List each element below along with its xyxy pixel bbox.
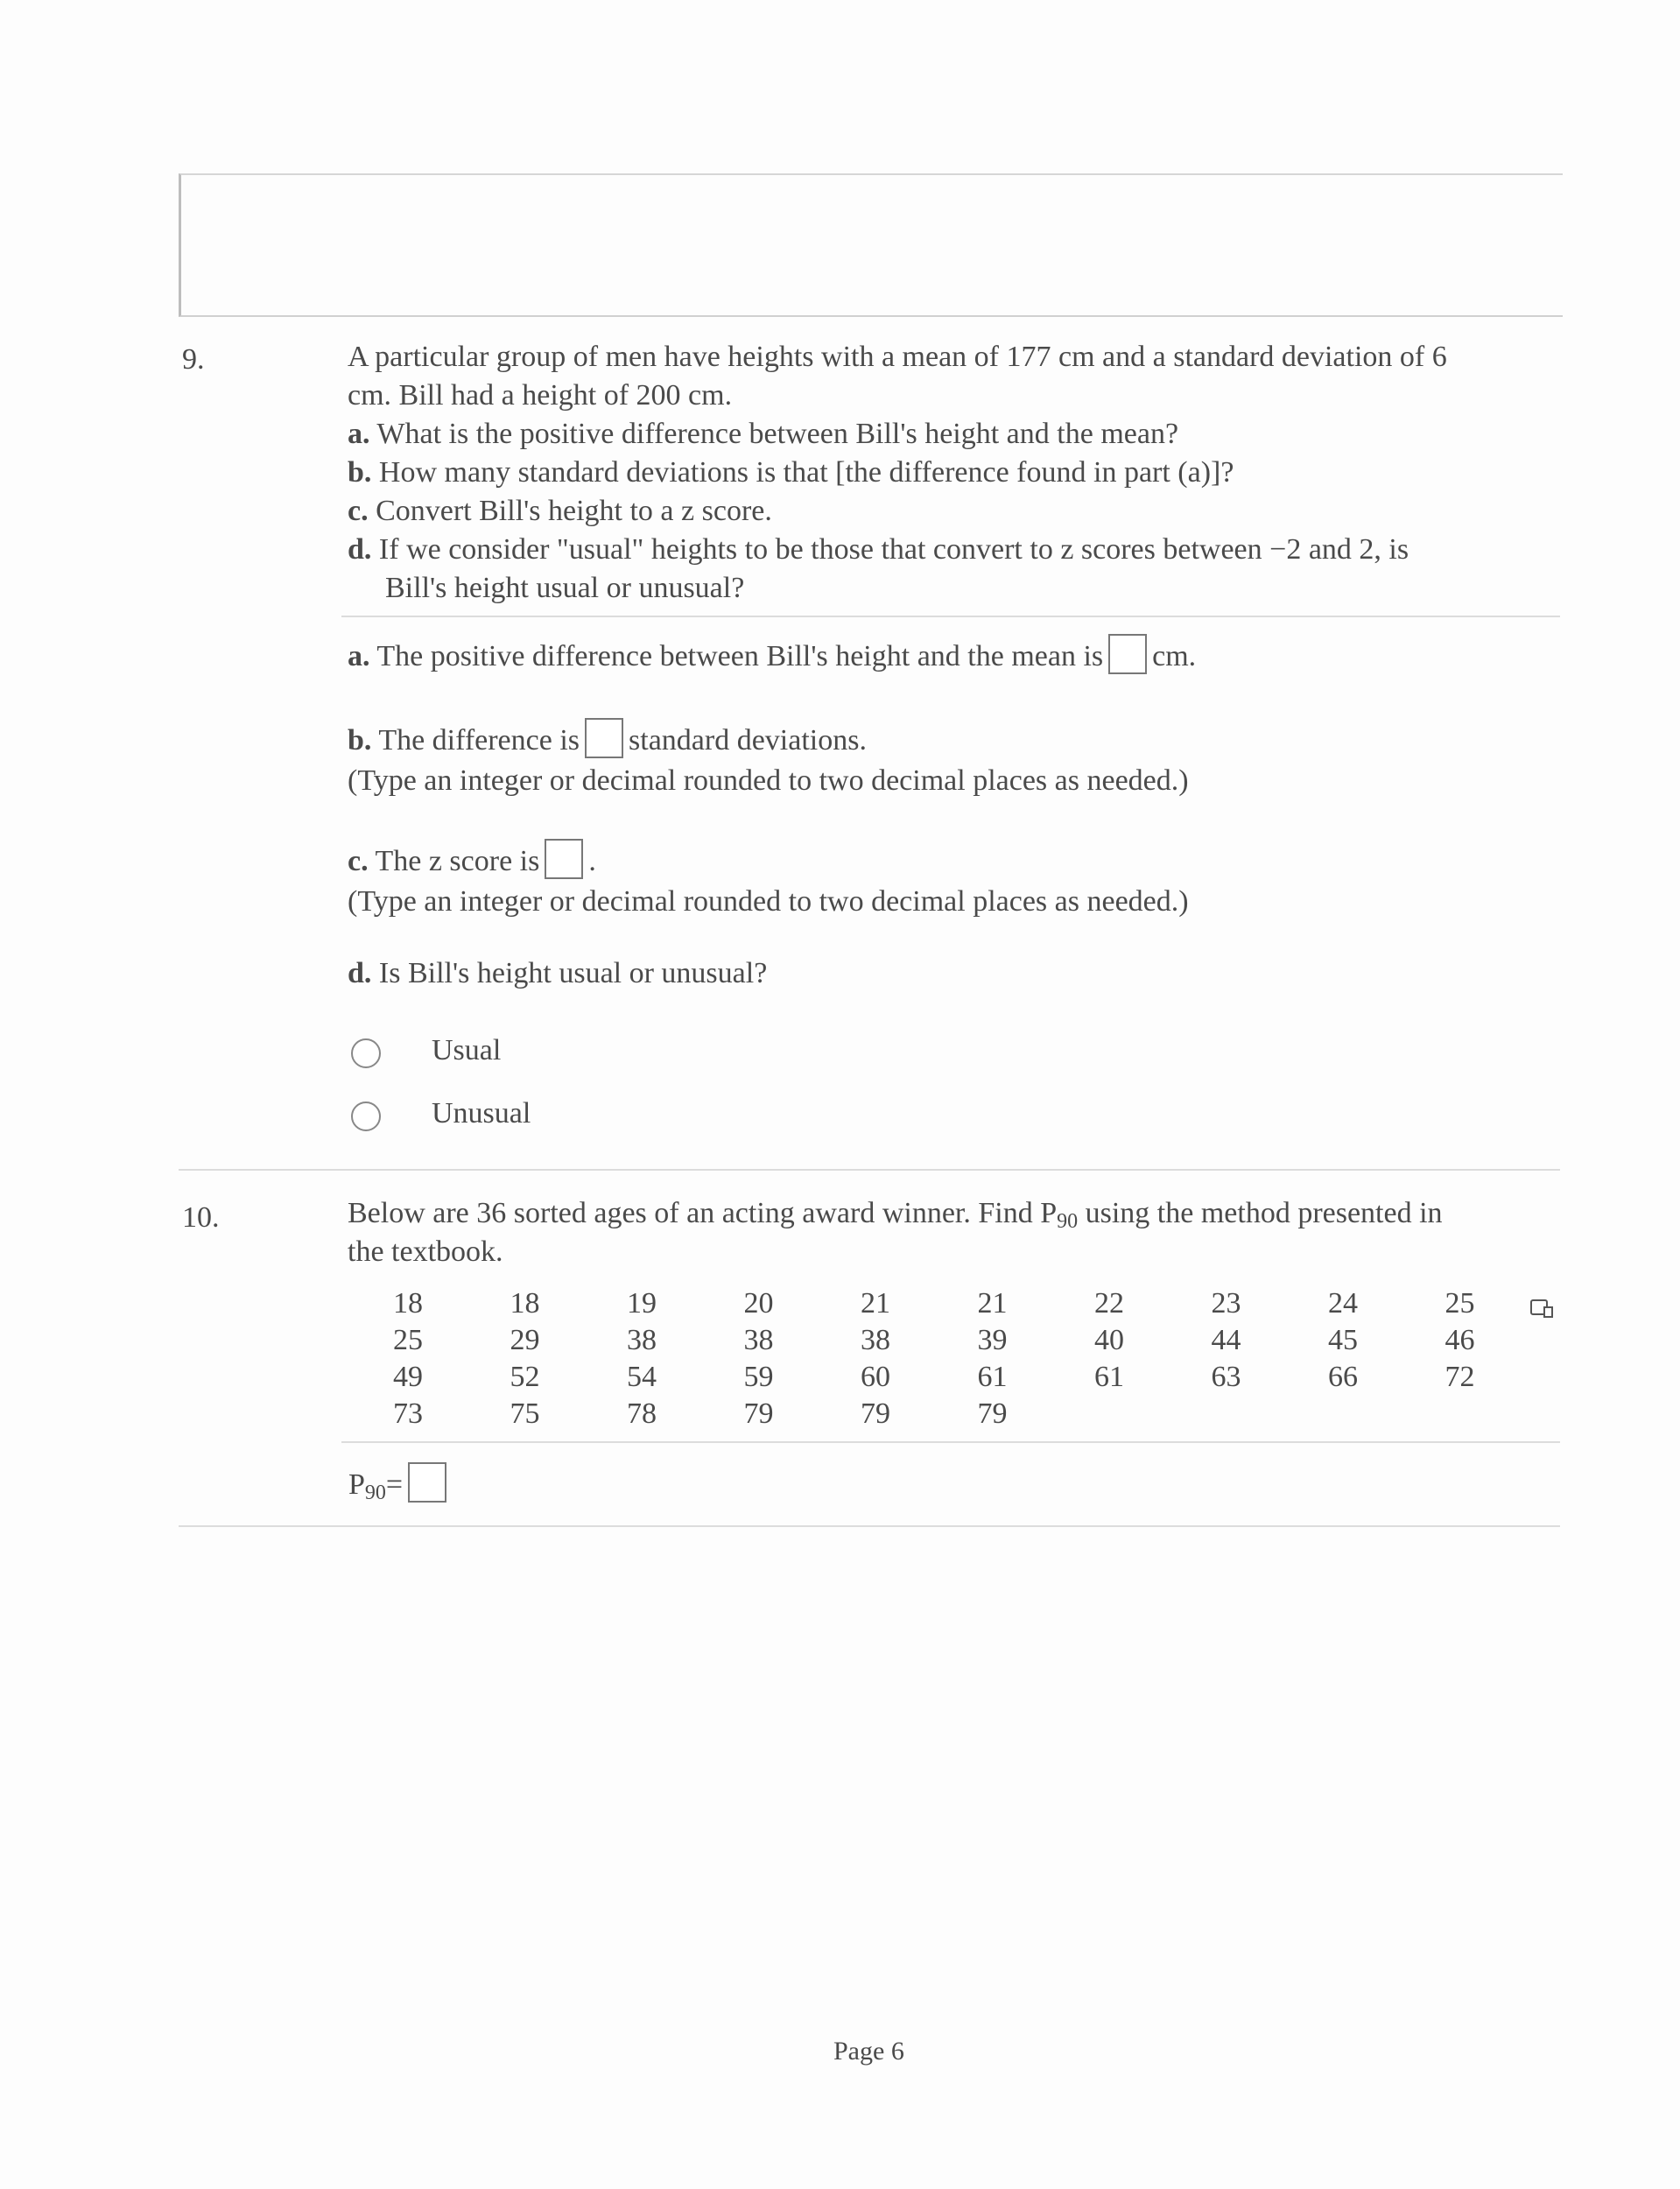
age-value: 23 (1211, 1287, 1241, 1320)
age-value: 73 (393, 1397, 423, 1430)
question-9-part-d (348, 531, 1409, 569)
previous-question-box (179, 173, 1563, 317)
age-value: 66 (1328, 1361, 1358, 1393)
question-10-stem-line1 (348, 1194, 1443, 1233)
answer-d-prompt: Is Bill's height usual or unusual? (378, 957, 768, 989)
age-value: 79 (743, 1397, 774, 1430)
age-value: 54 (627, 1361, 657, 1393)
answer-b-unit: standard deviations. (629, 724, 867, 757)
age-value: 20 (743, 1287, 774, 1320)
part-a-text: What is the positive difference between Bill's height and the mean? (376, 418, 1179, 450)
age-value: 18 (393, 1287, 423, 1320)
age-value: 79 (977, 1397, 1008, 1430)
part-b-text: How many standard deviations is that [the difference found in part (a)]? (378, 456, 1234, 489)
stem-subscript: 90 (1057, 1210, 1079, 1233)
age-value: 25 (393, 1324, 423, 1356)
age-value: 38 (743, 1324, 774, 1356)
answer-a-input[interactable] (1108, 634, 1147, 674)
age-value: 38 (627, 1324, 657, 1356)
p90-answer-row (348, 1462, 452, 1504)
question-9-part-c (348, 492, 772, 531)
answer-a-unit: cm. (1152, 640, 1197, 672)
answer-a-prompt: The positive difference between Bill's height and the mean is (376, 640, 1104, 672)
part-d-text-line1: If we consider "usual" heights to be those that convert to z scores between −2 and 2, is (378, 533, 1409, 566)
stem-text-rest: using the method presented in (1078, 1197, 1443, 1229)
answer-b-hint: (Type an integer or decimal rounded to two decimal places as needed.) (348, 764, 1189, 797)
p90-equals: = (385, 1468, 404, 1501)
question-9-stem-line2: cm. Bill had a height of 200 cm. (348, 379, 733, 412)
part-b-label: b. (348, 456, 372, 489)
question-10-stem-line2: the textbook. (348, 1235, 503, 1268)
part-d-label: d. (348, 533, 372, 566)
age-value: 78 (627, 1397, 657, 1430)
option-usual-label: Usual (432, 1034, 502, 1066)
answer-c-row (348, 839, 596, 881)
question-9-part-b (348, 454, 1234, 492)
age-value: 72 (1445, 1361, 1475, 1393)
radio-usual[interactable] (351, 1038, 381, 1068)
age-value: 38 (861, 1324, 890, 1356)
answer-c-hint: (Type an integer or decimal rounded to two decimal places as needed.) (348, 885, 1189, 918)
age-value: 21 (977, 1287, 1008, 1320)
answer-c-prompt: The z score is (375, 845, 540, 877)
answer-c-period: . (588, 845, 596, 877)
question-9-part-a (348, 415, 1178, 454)
answer-a-row (348, 634, 1196, 676)
answer-b-input[interactable] (585, 718, 623, 758)
age-value: 79 (861, 1397, 890, 1430)
age-value: 46 (1445, 1324, 1475, 1356)
part-c-label: c. (348, 495, 369, 527)
age-value: 21 (861, 1287, 890, 1320)
age-value: 39 (977, 1324, 1008, 1356)
age-value: 52 (510, 1361, 540, 1393)
divider (341, 616, 1560, 617)
age-value: 61 (977, 1361, 1008, 1393)
question-9-stem-line1: A particular group of men have heights with a mean of 177 cm and a standard deviation of 6 (348, 341, 1447, 373)
age-value: 59 (743, 1361, 774, 1393)
age-value: 18 (510, 1287, 540, 1320)
age-value: 75 (510, 1397, 540, 1430)
age-value: 22 (1094, 1287, 1124, 1320)
age-value: 25 (1445, 1287, 1475, 1320)
p90-label: P (348, 1468, 365, 1501)
answer-a-label: a. (348, 640, 370, 672)
stem-text: Below are 36 sorted ages of an acting award winner. Find P (348, 1197, 1058, 1229)
divider (341, 1441, 1560, 1443)
part-c-text: Convert Bill's height to a z score. (376, 495, 772, 527)
page-number: Page 6 (833, 2037, 904, 2066)
age-value: 40 (1094, 1324, 1124, 1356)
part-a-label: a. (348, 418, 370, 450)
age-value: 29 (510, 1324, 540, 1356)
radio-unusual[interactable] (351, 1102, 381, 1131)
age-value: 19 (627, 1287, 657, 1320)
age-value: 63 (1211, 1361, 1241, 1393)
option-unusual-label: Unusual (432, 1097, 531, 1130)
age-value: 61 (1094, 1361, 1124, 1393)
question-10-number: 10. (182, 1201, 220, 1234)
answer-c-input[interactable] (545, 839, 583, 879)
age-value: 60 (861, 1361, 890, 1393)
copy-data-icon[interactable] (1530, 1299, 1548, 1315)
age-value: 24 (1328, 1287, 1358, 1320)
question-9-part-d-line2: Bill's height usual or unusual? (385, 572, 745, 604)
question-divider (179, 1169, 1560, 1171)
age-value: 49 (393, 1361, 423, 1393)
p90-subscript: 90 (364, 1482, 386, 1504)
question-9-number: 9. (182, 343, 205, 376)
answer-b-row (348, 718, 867, 760)
age-value: 45 (1328, 1324, 1358, 1356)
answer-d-label: d. (348, 957, 372, 989)
answer-d-row (348, 954, 767, 993)
answer-b-prompt: The difference is (378, 724, 580, 757)
answer-b-label: b. (348, 724, 372, 757)
age-value: 44 (1211, 1324, 1241, 1356)
p90-input[interactable] (408, 1462, 446, 1503)
bottom-divider (179, 1525, 1560, 1527)
answer-c-label: c. (348, 845, 369, 877)
